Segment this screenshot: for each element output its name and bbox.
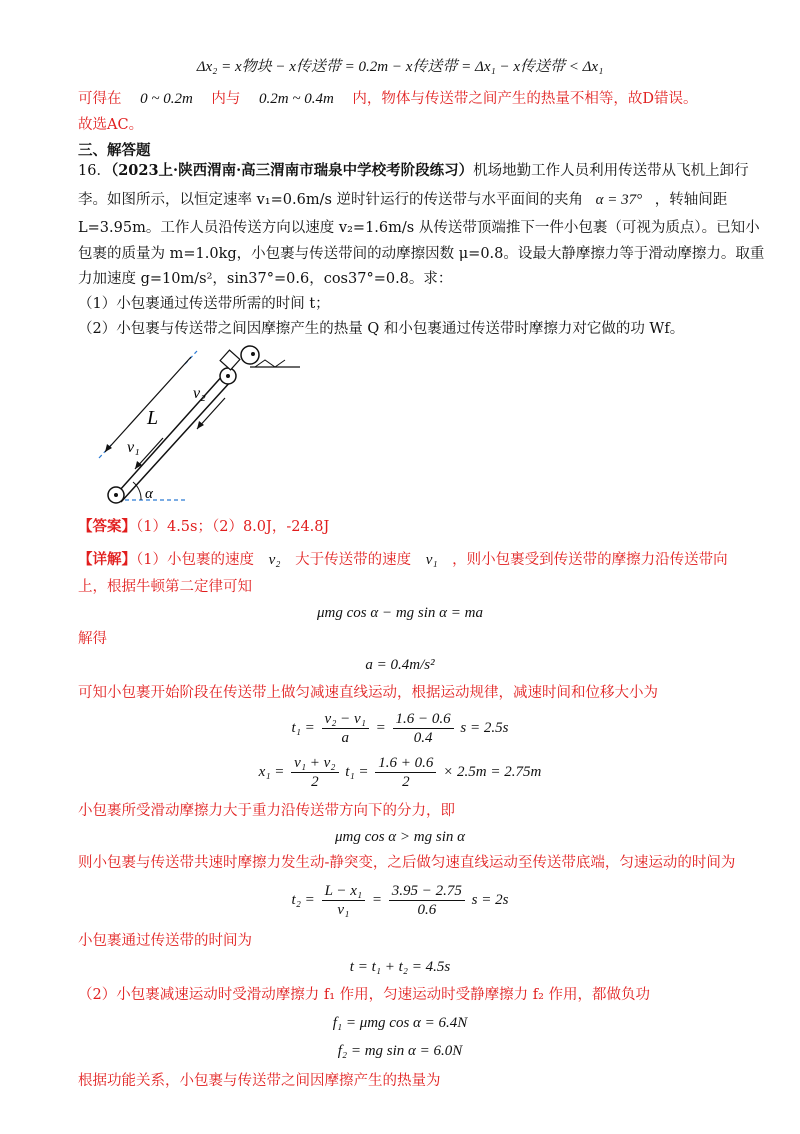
problem-line-5: 力加速度 g=10m/s²，sin37°=0.6，cos37°=0.8。求： bbox=[78, 271, 453, 287]
eq4-rhs: × 2.5m = 2.75m bbox=[443, 764, 542, 780]
explanation-text-1a: （1）小包裹的速度 bbox=[136, 552, 254, 568]
eq3-num-2: 1.6 − 0.6 bbox=[393, 710, 454, 729]
eq3-num-1: v₂ − v₁ bbox=[322, 710, 369, 729]
eq3-den-1: a bbox=[341, 730, 349, 747]
problem-text-2a: 李。如图所示，以恒定速率 v₁=0.6m/s 逆时针运行的传送带与水平面间的夹角 bbox=[78, 192, 584, 208]
eq6-rhs: s = 2s bbox=[471, 892, 509, 908]
symbol-v1: v₁ bbox=[425, 552, 438, 568]
length-arrow bbox=[105, 357, 191, 452]
eq4-lhs: x₁ = bbox=[258, 764, 285, 780]
hatch bbox=[255, 360, 285, 367]
top-formula: Δx₂ = x物块 − x传送带 = 0.2m − x传送带 = Δx₁ − x传送带 < Δx₁ bbox=[196, 59, 604, 75]
conclusion-text-3: 内，物体与传送带之间产生的热量不相等，故D错误。 bbox=[352, 91, 698, 107]
eq6-den-2: 0.6 bbox=[417, 902, 437, 919]
eq4-den-2: 2 bbox=[402, 774, 410, 791]
conclusion-text-1: 可得在 bbox=[78, 91, 122, 107]
problem-source: （2023上·陕西渭南·高三渭南市瑞泉中学校考阶段练习） bbox=[110, 162, 474, 179]
conclusion-text-2: 内与 bbox=[211, 91, 241, 107]
problem-line-3: L=3.95m。工作人员沿传送方向以速度 v₂=1.6m/s 从传送带顶端推下一件小包裹（可视为质点）。已知小 bbox=[78, 220, 760, 236]
eq3-den-2: 0.4 bbox=[413, 730, 433, 747]
equation-2: a = 0.4m/s² bbox=[365, 657, 435, 673]
conveyor-belt-figure bbox=[85, 340, 325, 510]
eq4-num-2: 1.6 + 0.6 bbox=[375, 754, 436, 773]
range-2: 0.2m ~ 0.4m bbox=[259, 91, 334, 107]
problem-line-1 bbox=[78, 160, 749, 182]
eq3-frac-1 bbox=[322, 710, 369, 747]
explanation-line-5: 则小包裹与传送带共速时摩擦力发生动-静突变，之后做匀速直线运动至传送带底端，匀速运动的时间为 bbox=[78, 855, 736, 871]
explanation-tag: 【详解】 bbox=[78, 551, 136, 568]
eq6-den-1: v₁ bbox=[337, 902, 350, 919]
explanation-text-1b: 大于传送带的速度 bbox=[295, 552, 412, 568]
eq3-lhs: t₁ = bbox=[291, 720, 315, 736]
equation-4 bbox=[0, 752, 800, 792]
package bbox=[220, 350, 240, 370]
conclusion-line-2: 故选AC。 bbox=[78, 117, 144, 133]
section-title: 三、解答题 bbox=[78, 142, 151, 159]
eq3-frac-2 bbox=[393, 710, 454, 747]
answer-text: （1）4.5s；（2）8.0J，-24.8J bbox=[136, 519, 330, 535]
conclusion-line-1 bbox=[78, 88, 740, 110]
eq6-num-1: L − x₁ bbox=[322, 882, 366, 901]
eq4-frac-2 bbox=[375, 754, 436, 791]
label-v1: v₁ bbox=[127, 439, 140, 456]
explanation-line-3: 可知小包裹开始阶段在传送带上做匀减速直线运动，根据运动规律，减速时间和位移大小为 bbox=[78, 685, 658, 701]
question-1: （1）小包裹通过传送带所需的时间 t； bbox=[78, 296, 330, 312]
belt-upper-edge bbox=[111, 374, 224, 500]
explanation-line-8: 根据功能关系，小包裹与传送带之间因摩擦产生的热量为 bbox=[78, 1073, 441, 1089]
equation-7: t = t₁ + t₂ = 4.5s bbox=[349, 959, 451, 975]
answer-line bbox=[78, 516, 740, 538]
label-L: L bbox=[147, 407, 159, 429]
equation-5: μmg cos α > mg sin α bbox=[334, 829, 466, 845]
eq6-num-2: 3.95 − 2.75 bbox=[389, 882, 465, 901]
eq4-frac-1 bbox=[291, 754, 338, 791]
eq6-frac-2 bbox=[389, 882, 465, 919]
problem-text-2b: ，转轴间距 bbox=[654, 192, 728, 208]
solve-label: 解得 bbox=[78, 631, 107, 647]
explanation-line-4: 小包裹所受滑动摩擦力大于重力沿传送带方向下的分力，即 bbox=[78, 803, 455, 819]
answer-tag: 【答案】 bbox=[78, 518, 136, 535]
worker-head bbox=[241, 346, 259, 364]
equation-9: f₂ = mg sin α = 6.0N bbox=[337, 1043, 463, 1059]
problem-text-1: 机场地勤工作人员利用传送带从飞机上卸行 bbox=[473, 163, 749, 179]
explanation-line-1 bbox=[78, 549, 740, 571]
symbol-v2: v₂ bbox=[268, 552, 281, 568]
worker-eye bbox=[251, 352, 255, 356]
explanation-line-7: （2）小包裹减速运动时受滑动摩擦力 f₁ 作用，匀速运动时受静摩擦力 f₂ 作用，都做负功 bbox=[78, 987, 651, 1003]
bottom-axle bbox=[114, 493, 118, 497]
problem-number: 16． bbox=[78, 163, 111, 179]
label-v2: v₂ bbox=[193, 385, 206, 402]
problem-line-4: 包裹的质量为 m=1.0kg，小包裹与传送带间的动摩擦因数 μ=0.8。设最大静摩擦力等于滑动摩擦力。取重 bbox=[78, 246, 765, 262]
explanation-line-6: 小包裹通过传送带的时间为 bbox=[78, 933, 252, 949]
eq6-frac-1 bbox=[322, 882, 366, 919]
eq4-num-1: v₁ + v₂ bbox=[291, 754, 338, 773]
angle-value: α = 37° bbox=[595, 192, 643, 208]
equation-6: t₂ = $\frac{\text{L − x₁}}{\text{v₁}}$ = $\frac{3.95 - 2.75}{0.6}$ s = 2s bbox=[291, 883, 509, 919]
question-2: （2）小包裹与传送带之间因摩擦产生的热量 Q 和小包裹通过传送带时摩擦力对它做的功 Wf。 bbox=[78, 321, 685, 337]
top-axle bbox=[226, 374, 230, 378]
explanation-line-2: 上，根据牛顿第二定律可知 bbox=[78, 579, 252, 595]
label-alpha: α bbox=[145, 486, 153, 502]
eq6-lhs: t₂ = bbox=[291, 892, 315, 908]
eq4-mid: t₁ = bbox=[345, 764, 369, 780]
equation-8: f₁ = μmg cos α = 6.4N bbox=[332, 1015, 468, 1031]
range-1: 0 ~ 0.2m bbox=[140, 91, 193, 107]
eq3-rhs: s = 2.5s bbox=[460, 720, 509, 736]
explanation-text-1c: ，则小包裹受到传送带的摩擦力沿传送带向 bbox=[452, 552, 728, 568]
problem-line-2 bbox=[78, 189, 740, 211]
equation-1: μmg cos α − mg sin α = ma bbox=[316, 605, 484, 621]
eq4-den-1: 2 bbox=[311, 774, 319, 791]
equation-3: t₁ = $\frac{\text{v₂ − v₁}}{a}$ = $\frac{1.6 - 0.6}{0.4}$ s = 2.5s bbox=[291, 711, 509, 747]
